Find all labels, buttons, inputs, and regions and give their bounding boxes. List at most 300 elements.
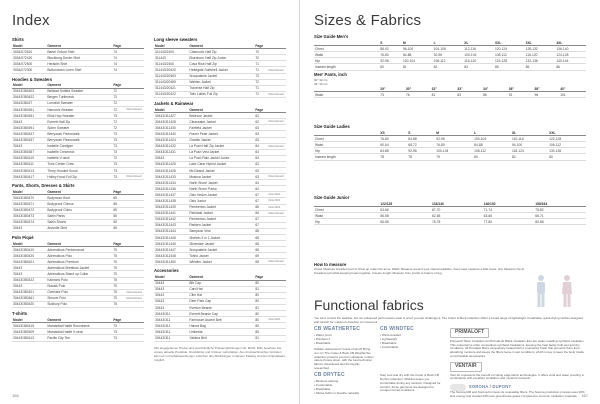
row-label: Waist: [314, 213, 379, 219]
cell-value: 71-74: [483, 207, 535, 213]
cell-garment: Deer Park Cap: [188, 298, 254, 304]
cell-note: Discontinued: [126, 295, 144, 301]
cell-pg: 65: [112, 195, 125, 201]
cell-value: 106-112: [548, 142, 586, 148]
cell-pg: 64: [254, 155, 267, 161]
cell-garment: Overlake Polo: [46, 289, 112, 295]
cell-pg: 70: [254, 49, 267, 55]
cell-garment: Oslo Hedon Jacket: [188, 192, 254, 198]
size-table-mens: [314, 40, 586, 71]
drytec-text: Stay cool and dry with the Cutter & Buck CB DryTec collection. Wicking keeps you comfortable during any workout. Designed for comfort, these garments are designed to conquer humid conditions.: [380, 373, 441, 393]
col-header-size: 36": [508, 86, 534, 92]
index-section-title: Shirts: [12, 37, 24, 42]
cell-value: 108-112: [433, 58, 464, 64]
cell-value: 63-66: [379, 207, 431, 213]
cell-pg: 73: [112, 137, 125, 143]
cell-model: 30443/311433: [154, 174, 188, 180]
cell-garment: Bergen Turtleneck: [46, 94, 112, 100]
cell-value: 56-58: [379, 213, 431, 219]
cell-value: 92-96: [407, 148, 435, 154]
col-header-size: XL: [511, 130, 548, 136]
cell-model: 30443/311441: [154, 210, 188, 216]
col-header-garment: Garment: [46, 317, 112, 323]
bullet: Comfortable: [315, 382, 333, 387]
page-number: 167: [581, 393, 588, 398]
cell-garment: North Shore Parka: [188, 186, 254, 192]
cell-model: 3034/072300: [12, 67, 46, 73]
cell-value: 84-88: [407, 136, 435, 142]
size-guide-title: Size Guide Ladies: [314, 124, 350, 129]
cell-garment: Isabelle Crewneck: [46, 149, 112, 155]
cell-pg: 70: [254, 55, 267, 61]
cell-pg: 72: [112, 88, 125, 94]
col-header-size: 29": [379, 86, 405, 92]
cell-garment: La Push Vest Jacket: [188, 149, 254, 155]
cell-value: 80: [473, 154, 511, 160]
col-header-size: M: [402, 40, 433, 46]
cell-pg: 73: [112, 113, 125, 119]
cell-model: 311443/20465: [154, 79, 188, 85]
col-header-size: S: [407, 130, 435, 136]
table-row: [12, 174, 144, 180]
cell-value: 132-136: [525, 58, 556, 64]
index-section-title: Accessories: [154, 268, 179, 274]
cell-garment: Shelton 3 in 1 Jacket: [188, 235, 254, 241]
cell-pg: 73: [112, 143, 125, 149]
cell-model: 30443/311430: [154, 125, 188, 131]
cell-value: 120-124: [494, 46, 525, 52]
cell-pg: 72: [112, 107, 125, 113]
index-column-right: [154, 34, 286, 362]
cell-garment: Chamonix Half Zip: [188, 49, 254, 55]
cell-pg: 74: [112, 67, 125, 73]
cell-garment: Twin Lakes Full Zip: [188, 91, 254, 97]
cell-value: 100-104: [402, 58, 433, 64]
cell-value: 83: [456, 92, 482, 98]
cell-garment: Pemberton Jacket: [188, 204, 254, 210]
cell-model: 30443/380437: [12, 137, 46, 143]
cell-value: 60-64: [379, 142, 407, 148]
cell-pg: 62: [254, 161, 267, 167]
index-table: [154, 107, 286, 266]
cell-value: 124-128: [555, 52, 586, 58]
cell-garment: Trois Center Crew: [46, 161, 112, 167]
cell-value: 91: [508, 92, 534, 98]
cell-model: 30443/311: [154, 317, 188, 323]
size-table-junior: [314, 201, 586, 225]
cell-pg: 81: [254, 286, 267, 292]
cell-pg: 75: [112, 259, 125, 265]
cell-model: 311443/2400: [154, 61, 188, 67]
cell-model: 30443: [154, 286, 188, 292]
col-header-page: Page: [112, 317, 125, 323]
cell-value: 124-128: [494, 58, 525, 64]
col-header-size: XL: [463, 40, 494, 46]
cell-note: [126, 67, 144, 73]
cell-value: 82: [433, 64, 464, 70]
cell-value: 100-104: [473, 136, 511, 142]
cell-pg: 80: [254, 292, 267, 298]
col-header-page: Page: [254, 274, 267, 280]
cell-pg: 75: [112, 277, 125, 283]
cell-value: 86: [482, 92, 508, 98]
cell-model: 30443/380403: [12, 88, 46, 94]
primaloft-block: [450, 328, 586, 399]
cell-value: 94-100: [511, 142, 548, 148]
cell-pg: 65: [112, 213, 125, 219]
cell-value: 96-100: [402, 46, 433, 52]
cell-pg: 63: [254, 174, 267, 180]
cell-value: 62-65: [431, 213, 483, 219]
table-row: [12, 225, 144, 231]
cell-value: 67-70: [431, 207, 483, 213]
cell-value: 108-112: [494, 52, 525, 58]
cell-pg: 65: [112, 207, 125, 213]
cell-model: 30443: [12, 271, 46, 277]
bullet: Allows fabric to breathe naturally: [315, 391, 360, 396]
cell-garment: Headgate Softshell Jacket: [188, 67, 254, 73]
cell-value: 76: [405, 92, 431, 98]
index-section-title: Hoodies & Sweaters: [12, 76, 53, 82]
cell-model: 30443/380451: [12, 107, 46, 113]
cell-pg: 81: [254, 335, 267, 341]
cell-note: Discontinued: [268, 67, 286, 73]
cell-garment: North Shore Jacket: [188, 180, 254, 186]
cell-garment: Isabelle V-neck: [46, 155, 112, 161]
col-header-model: Model: [154, 107, 188, 113]
cell-value: 122-128: [548, 136, 586, 142]
cell-pg: 63: [254, 167, 267, 173]
cell-model: 30443/380470: [12, 195, 46, 201]
cell-pg: 74: [112, 55, 125, 61]
cell-value: 81: [402, 64, 433, 70]
col-header-size: L: [473, 130, 511, 136]
cell-model: 30443/311434: [154, 180, 188, 186]
cell-note: [126, 301, 144, 307]
cell-pg: 73: [112, 323, 125, 329]
cell-value: 130-136: [548, 148, 586, 154]
cell-value: 118-124: [511, 148, 548, 154]
cell-garment: Heraklin Shirt: [46, 61, 112, 67]
cell-garment: Klassik Polo: [46, 283, 112, 289]
cell-model: 30443/311445: [154, 235, 188, 241]
cell-pg: 73: [112, 167, 125, 173]
cell-value: 78: [407, 154, 435, 160]
col-header-size: XS: [379, 130, 407, 136]
cell-model: 30443/380420: [12, 301, 46, 307]
cell-garment: Clearwater Jacket: [188, 119, 254, 125]
size-guide-junior: [314, 195, 586, 225]
col-header-garment: Garment: [46, 43, 112, 49]
index-section-title: Jackets & Rainwear: [154, 100, 194, 106]
cell-garment: Bodyproof Chinos: [46, 201, 112, 207]
col-header-model: Model: [154, 43, 188, 49]
footnote: Alle angegebenen Preise sind unverbindliche Preisempfehlungen inkl. MwSt. Bitte beachten Sie unsere aktuelle Preisliste. Druckfehler und Irrtümer vorbehalten. Aus drucktechnischen Gründen kann es zu Farbabweichungen zwischen den Abbildungen in diesem Katalog und den Originalware möglich.: [154, 345, 286, 362]
col-header-size: 158/164: [534, 201, 586, 207]
windtec-bullets: • Wind resistant • Lightweight • Breathable • Comfortable: [380, 332, 401, 350]
cell-garment: Clim Hat: [188, 292, 254, 298]
cell-note: New 2021: [268, 317, 286, 323]
cell-model: 311443/20422: [154, 91, 188, 97]
cell-value: 80: [548, 154, 586, 160]
cell-garment: Bartel Oxford Shirt: [46, 49, 112, 55]
cell-note: New 2021: [268, 192, 286, 198]
size-table-pants: [314, 86, 586, 98]
cell-value: 75-82: [534, 207, 586, 213]
cell-garment: Sampson Vest: [188, 228, 254, 234]
cell-value: 68-72: [407, 142, 435, 148]
cell-pg: 63: [254, 125, 267, 131]
cell-garment: Adrenalicus Breathas Jacket: [46, 265, 112, 271]
pants-note-1: 30" 32 cm: [314, 78, 328, 82]
cell-garment: Adrenalicus Stand up Collar: [46, 271, 112, 277]
cell-garment: Thory Hooded Scout: [46, 167, 112, 173]
sorona-logo: SORONA / DUPONT: [468, 384, 512, 390]
cell-garment: Bellstad Knitted Sweater: [46, 88, 112, 94]
cell-pg: 80: [254, 329, 267, 335]
cell-model: 30443: [12, 119, 46, 125]
cell-note: [268, 335, 286, 341]
cell-value: 76-80: [435, 142, 473, 148]
cell-pg: 65: [112, 219, 125, 225]
row-label: Chest: [314, 46, 379, 52]
cell-model: 30443/380473: [12, 213, 46, 219]
ventair-text: Vent Air represents the benefit of cutting edge fabric technologies. It offers wind and water proofing in combination with excellent ventilation and moisture transport.: [450, 372, 585, 381]
cell-garment: Traverse Half Zip: [188, 85, 254, 91]
cell-value: 128-132: [525, 46, 556, 52]
cell-pg: 75: [112, 247, 125, 253]
cell-model: 30443/311436: [154, 186, 188, 192]
col-header-size: 134/140: [431, 201, 483, 207]
cell-model: 30443/380417: [12, 174, 46, 180]
col-header-model: Model: [154, 274, 188, 280]
table-row: [314, 64, 586, 70]
cell-garment: Silverdale Jacket: [188, 241, 254, 247]
row-label: Waist: [314, 92, 379, 98]
cell-note: Discontinued: [126, 174, 144, 180]
cell-value: 80: [511, 154, 548, 160]
cell-pg: 75: [112, 295, 125, 301]
col-header-page: Page: [254, 43, 267, 49]
col-header-model: Model: [12, 241, 46, 247]
weathertec-logo: CB WEATHERTEC: [314, 326, 361, 332]
bullet: Water proof: [315, 332, 332, 337]
col-header-size: 146/152: [483, 201, 535, 207]
cell-pg: 65: [112, 201, 125, 207]
cell-model: 30443: [154, 298, 188, 304]
cell-garment: Bellevue Jacket: [188, 113, 254, 119]
cell-value: 86: [555, 64, 586, 70]
cell-pg: 73: [112, 335, 125, 341]
cell-garment: Yakima Belt: [188, 335, 254, 341]
cell-pg: 63: [254, 137, 267, 143]
cell-pg: 75: [112, 253, 125, 259]
cell-pg: 62: [254, 113, 267, 119]
cell-note: Discontinued: [126, 107, 144, 113]
cell-model: 30443/311: [154, 335, 188, 341]
cell-model: 30443/311427: [154, 113, 188, 119]
cell-model: 30443: [12, 143, 46, 149]
cell-model: 30443/380437: [12, 131, 46, 137]
cell-pg: 64: [254, 186, 267, 192]
cell-model: 30443/380471: [12, 201, 46, 207]
row-label: Hip: [314, 58, 379, 64]
cell-pg: 72: [254, 73, 267, 79]
cell-pg: 75: [112, 283, 125, 289]
cell-pg: 72: [112, 100, 125, 106]
page-title: Index: [12, 12, 50, 29]
cell-pg: 73: [112, 149, 125, 155]
cell-value: 140-144: [555, 58, 586, 64]
cell-garment: Oslo Junior: [188, 198, 254, 204]
cell-garment: Lomofoli Sweater: [46, 100, 112, 106]
cell-pg: 75: [112, 301, 125, 307]
col-header-garment: Garment: [46, 189, 112, 195]
cell-garment: Bleckburg Denim Shirt: [46, 55, 112, 61]
cell-model: 30443/311424: [154, 137, 188, 143]
cell-model: 30443: [154, 305, 188, 311]
cell-value: 96: [533, 92, 559, 98]
col-header-garment: Garment: [188, 107, 254, 113]
cell-garment: Everett Half Zip: [46, 119, 112, 125]
cell-model: 30443/380413: [12, 335, 46, 341]
cell-model: 30443/311437: [154, 192, 188, 198]
cell-garment: Berrywork Fleecewalk: [46, 131, 112, 137]
cell-model: 30443/311431: [154, 149, 188, 155]
windtec-logo: CB WINDTEC: [380, 326, 414, 332]
cell-model: 30443: [154, 292, 188, 298]
cell-value: 80: [379, 64, 402, 70]
cell-value: 92-96: [379, 58, 402, 64]
cell-garment: Umbrella: [188, 329, 254, 335]
cell-garment: Whistler Jacket: [188, 259, 254, 265]
col-header-size: 38": [533, 86, 559, 92]
cell-model: 30443/311: [154, 311, 188, 317]
cell-model: 30443/380410: [12, 247, 46, 253]
cell-pg: 72: [254, 79, 267, 85]
cell-garment: Redsen Jacket: [188, 222, 254, 228]
pants-note-2: 34" 34 cm: [314, 82, 328, 86]
cell-note: Discontinued: [126, 289, 144, 295]
index-column-left: [12, 34, 144, 342]
cell-model: 30443/380420: [12, 253, 46, 259]
cell-model: 30443/380472: [12, 207, 46, 213]
cell-garment: Snoqualmie Jacket: [188, 247, 254, 253]
col-header-size: 3XL: [525, 40, 556, 46]
cell-value: 108-112: [473, 148, 511, 154]
size-guide-title: Size Guide Junior: [314, 195, 350, 200]
bullet: Wind resistant: [381, 332, 401, 337]
index-section-title: Long sleeve sweaters: [154, 37, 198, 42]
cell-pg: 71: [254, 91, 267, 97]
col-header-model: Model: [12, 43, 46, 49]
cell-pg: 67: [254, 192, 267, 198]
col-header-page: Page: [112, 43, 125, 49]
row-label: Waist: [314, 142, 379, 148]
table-row: [154, 91, 286, 97]
cell-model: 30443: [12, 283, 46, 289]
col-header-size: 34": [482, 86, 508, 92]
col-header-size: M: [435, 130, 473, 136]
bullet: Breathable: [315, 341, 331, 346]
col-header-garment: Garment: [188, 43, 254, 49]
cell-value: 116-120: [463, 58, 494, 64]
page-title: Sizes & Fabrics: [314, 12, 422, 29]
col-header-page: Page: [112, 241, 125, 247]
cell-model: 30443/380461: [12, 295, 46, 301]
cell-garment: Frazer Peak Jacket: [188, 131, 254, 137]
cell-pg: 72: [112, 155, 125, 161]
cell-model: 30443/311440: [154, 131, 188, 137]
cell-note: [126, 225, 144, 231]
cell-model: 30443/311432: [154, 143, 188, 149]
col-header-size: 122/128: [379, 201, 431, 207]
cell-model: 30443/311446: [154, 241, 188, 247]
cell-note: Discontinued: [268, 210, 286, 216]
drytec-logo: CB DRYTEC: [314, 371, 345, 378]
cell-pg: 75: [112, 265, 125, 271]
cell-pg: 80: [254, 280, 267, 286]
weathertec-block: [314, 328, 374, 396]
cell-garment: Holley Hood Full Zip: [46, 174, 112, 180]
bullet: Lightweight: [381, 336, 398, 341]
cell-pg: 67: [254, 198, 267, 204]
cell-pg: 73: [112, 131, 125, 137]
cell-value: 75-78: [431, 219, 483, 225]
col-header-size: XXL: [548, 130, 586, 136]
cell-value: 86: [525, 64, 556, 70]
cell-pg: 75: [112, 289, 125, 295]
size-table-ladies: [314, 130, 586, 161]
cell-garment: Annedle Skirt: [46, 225, 112, 231]
cell-value: 85: [494, 64, 525, 70]
table-row: [12, 67, 144, 73]
row-label: Inseam length: [314, 64, 379, 70]
female-figure-icon: [558, 274, 576, 308]
cell-pg: 69: [254, 253, 267, 259]
cell-model: 30443/380410: [12, 155, 46, 161]
size-guide-title: Size Guide Men's: [314, 34, 349, 39]
cell-pg: 66: [254, 204, 267, 210]
cell-value: 66-71: [534, 213, 586, 219]
cell-value: 92-96: [435, 136, 473, 142]
cell-garment: Adrenalicus Polo: [46, 253, 112, 259]
col-header-garment: Garment: [46, 83, 112, 89]
cell-model: 30443/380422: [12, 94, 46, 100]
col-header-size: XXL: [494, 40, 525, 46]
cell-pg: 71: [254, 85, 267, 91]
size-guide-pants: [314, 72, 586, 98]
drytec-bullets: • Moisture wicking • Comfortable • Breathable • Allows fabric to breathe naturally: [314, 378, 360, 396]
col-header-garment: Garment: [46, 241, 112, 247]
cell-pg: 80: [254, 317, 267, 323]
cell-pg: 72: [112, 125, 125, 131]
cell-pg: 73: [112, 94, 125, 100]
cell-value: 136-140: [555, 46, 586, 52]
cell-value: 116-120: [525, 52, 556, 58]
col-header-size: S: [379, 40, 402, 46]
cell-pg: 64: [254, 143, 267, 149]
col-header-garment: Garment: [188, 274, 254, 280]
cell-pg: 71: [254, 61, 267, 67]
cell-note: [126, 335, 144, 341]
index-table: [12, 189, 144, 232]
cell-value: 100-104: [463, 52, 494, 58]
cell-pg: 72: [112, 119, 125, 125]
bullet: Comfortable: [381, 345, 399, 350]
cell-garment: Buttondown Linen Shirt: [46, 67, 112, 73]
cell-garment: Fairfield Jacket: [188, 125, 254, 131]
